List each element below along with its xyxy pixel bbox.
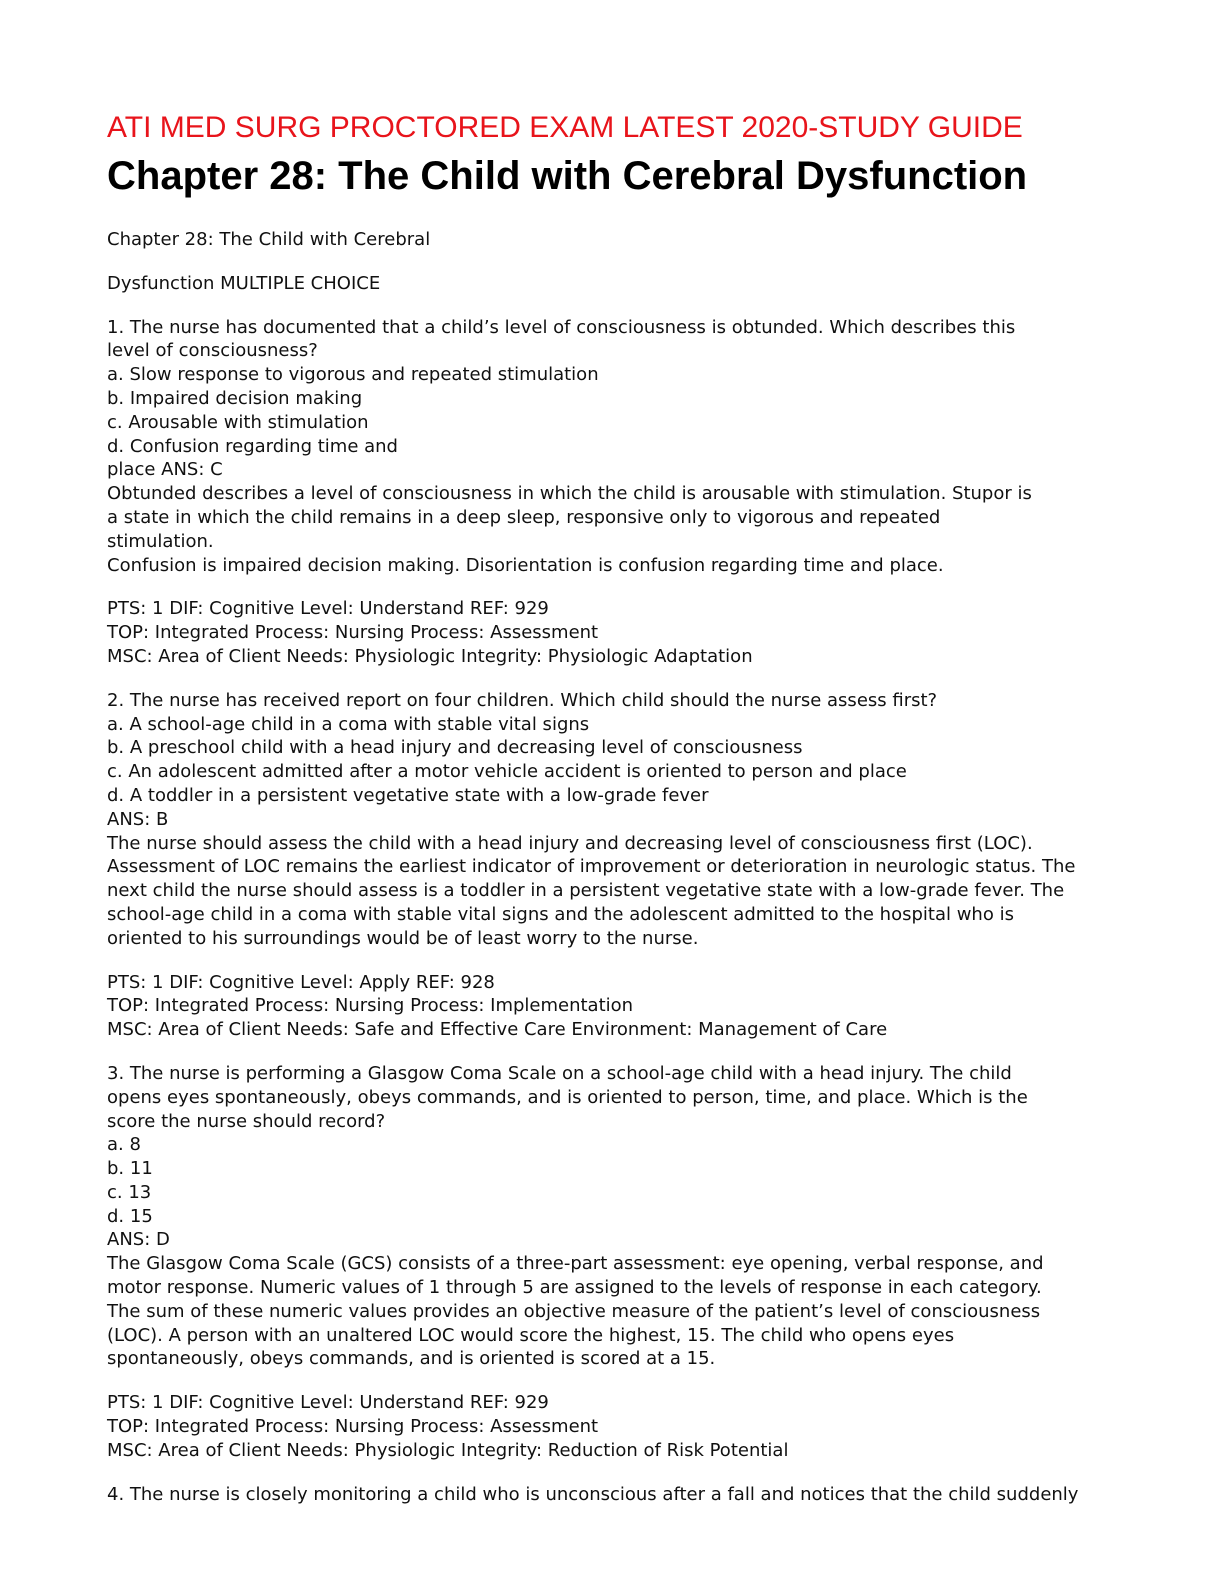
meta-line: PTS: 1 DIF: Cognitive Level: Understand REF: 929 [107, 598, 549, 620]
question-line: level of consciousness? [107, 340, 318, 362]
rationale-line: oriented to his surroundings would be of least worry to the nurse. [107, 927, 699, 949]
answer-option: a. 8 [107, 1134, 141, 1156]
answer-option: b. Impaired decision making [107, 387, 363, 409]
answer-option: a. Slow response to vigorous and repeated stimulation [107, 364, 599, 386]
document-header-title: ATI MED SURG PROCTORED EXAM LATEST 2020-STUDY GUIDE [107, 111, 1023, 144]
intro-line: Dysfunction MULTIPLE CHOICE [107, 272, 381, 294]
meta-line: TOP: Integrated Process: Nursing Process: Assessment [107, 622, 599, 644]
rationale-line: school-age child in a coma with stable vital signs and the adolescent admitted to the hospital who is [107, 903, 1014, 925]
chapter-title: Chapter 28: The Child with Cerebral Dysfunction [107, 154, 1028, 198]
document-page [107, 108, 1117, 1506]
answer-key: ANS: D [107, 1229, 170, 1251]
question-line: 2. The nurse has received report on four children. Which child should the nurse assess first? [107, 689, 938, 711]
meta-line: MSC: Area of Client Needs: Physiologic Integrity: Physiologic Adaptation [107, 645, 753, 667]
answer-option: a. A school-age child in a coma with stable vital signs [107, 713, 590, 735]
question-line: 3. The nurse is performing a Glasgow Coma Scale on a school-age child with a head injury. The child [107, 1062, 1012, 1084]
rationale-line: motor response. Numeric values of 1 through 5 are assigned to the levels of response in each category. [107, 1277, 1042, 1299]
meta-line: PTS: 1 DIF: Cognitive Level: Understand REF: 929 [107, 1392, 549, 1414]
question-1 [107, 316, 1117, 578]
answer-option: b. 11 [107, 1158, 153, 1180]
rationale-line: The sum of these numeric values provides an objective measure of the patient’s level of consciousness [107, 1300, 1041, 1322]
question-line: opens eyes spontaneously, obeys commands, and is oriented to person, time, and place. Which is the [107, 1086, 1028, 1108]
intro-line: Chapter 28: The Child with Cerebral [107, 229, 431, 250]
answer-option: b. A preschool child with a head injury and decreasing level of consciousness [107, 737, 803, 759]
rationale-line: The nurse should assess the child with a head injury and decreasing level of consciousness first (LOC). [107, 832, 1033, 854]
meta-line: TOP: Integrated Process: Nursing Process: Assessment [107, 1416, 599, 1438]
meta-line: PTS: 1 DIF: Cognitive Level: Apply REF: 928 [107, 971, 495, 993]
answer-option: d. A toddler in a persistent vegetative state with a low-grade fever [107, 784, 709, 806]
answer-key: ANS: B [107, 808, 169, 830]
question-2 [107, 689, 1117, 951]
question-line: score the nurse should record? [107, 1110, 386, 1132]
rationale-line: Assessment of LOC remains the earliest indicator of improvement or deterioration in neurologic status. The [107, 856, 1076, 878]
question-4 [107, 1483, 1117, 1507]
question-3-meta [107, 1391, 1117, 1462]
answer-option: c. 13 [107, 1181, 152, 1203]
rationale-line: Confusion is impaired decision making. Disorientation is confusion regarding time and place. [107, 554, 944, 576]
rationale-line: next child the nurse should assess is a toddler in a persistent vegetative state with a low-grade fever. The [107, 880, 1065, 902]
answer-option: d. 15 [107, 1205, 153, 1227]
question-2-meta [107, 971, 1117, 1042]
answer-option: c. An adolescent admitted after a motor vehicle accident is oriented to person and place [107, 761, 907, 783]
rationale-line: Obtunded describes a level of consciousness in which the child is arousable with stimulation. Stupor is [107, 483, 1032, 505]
answer-key: place ANS: C [107, 459, 223, 481]
rationale-line: stimulation. [107, 530, 214, 552]
meta-line: TOP: Integrated Process: Nursing Process: Implementation [107, 995, 634, 1017]
question-line: 1. The nurse has documented that a child’s level of consciousness is obtunded. Which describes this [107, 316, 1016, 338]
question-3 [107, 1062, 1117, 1371]
question-line: 4. The nurse is closely monitoring a child who is unconscious after a fall and notices that the child suddenly [107, 1483, 1079, 1505]
rationale-line: a state in which the child remains in a deep sleep, responsive only to vigorous and repeated [107, 506, 941, 528]
rationale-line: (LOC). A person with an unaltered LOC would score the highest, 15. The child who opens eyes [107, 1324, 955, 1346]
meta-line: MSC: Area of Client Needs: Safe and Effective Care Environment: Management of Care [107, 1019, 888, 1041]
rationale-line: The Glasgow Coma Scale (GCS) consists of a three-part assessment: eye opening, verbal response, and [107, 1253, 1044, 1275]
answer-option: d. Confusion regarding time and [107, 435, 398, 457]
meta-line: MSC: Area of Client Needs: Physiologic Integrity: Reduction of Risk Potential [107, 1439, 789, 1461]
question-1-meta [107, 597, 1117, 668]
answer-option: c. Arousable with stimulation [107, 411, 369, 433]
rationale-line: spontaneously, obeys commands, and is oriented is scored at a 15. [107, 1348, 716, 1370]
